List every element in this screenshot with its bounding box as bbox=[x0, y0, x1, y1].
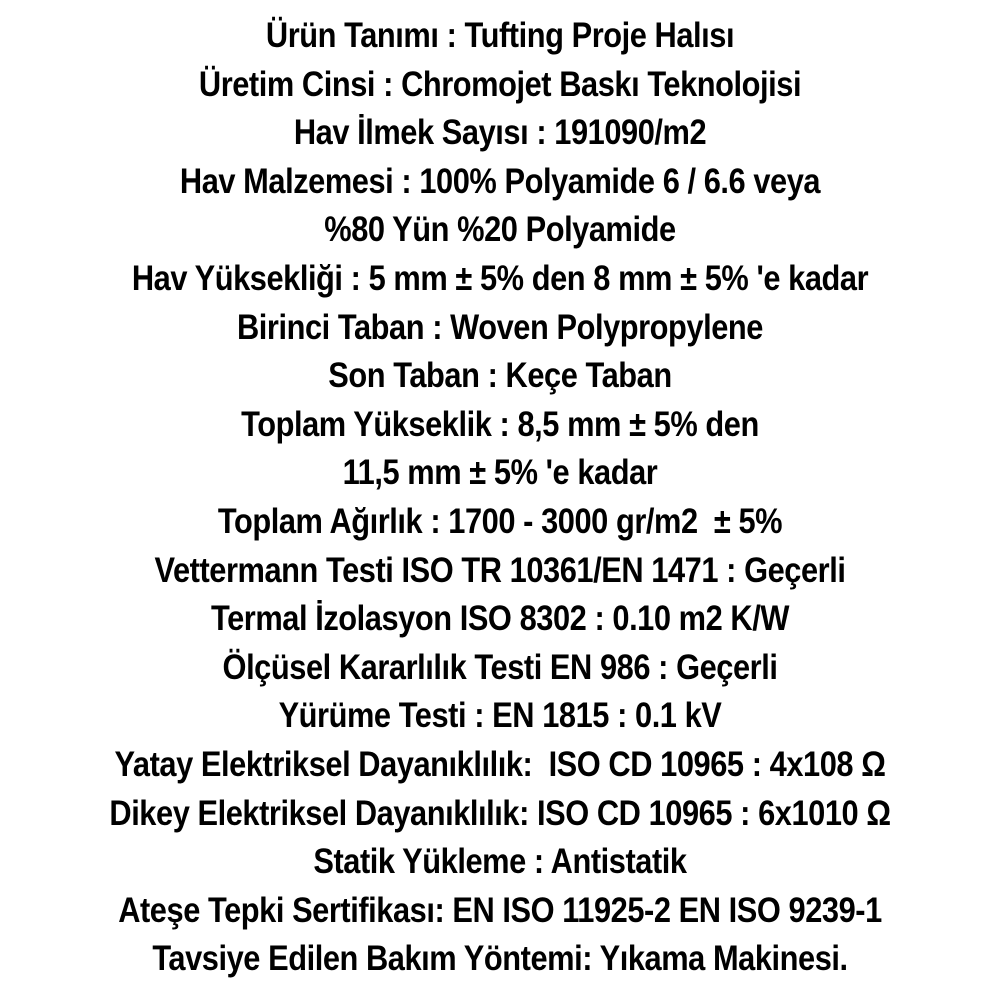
spec-line-final-backing: Son Taban : Keçe Taban bbox=[328, 356, 672, 396]
spec-line-pile-material: Hav Malzemesi : 100% Polyamide 6 / 6.6 veya bbox=[179, 161, 821, 201]
spec-line-vettermann-test: Vettermann Testi ISO TR 10361/EN 1471 : Geçerli bbox=[154, 550, 846, 590]
spec-line-thermal-insulation: Termal İzolasyon ISO 8302 : 0.10 m2 K/W bbox=[211, 599, 789, 639]
spec-line-horizontal-electrical: Yatay Elektriksel Dayanıklılık: ISO CD 10965 : 4x108 Ω bbox=[114, 744, 886, 784]
spec-line-pile-material-cont: %80 Yün %20 Polyamide bbox=[324, 210, 676, 250]
spec-line-static-loading: Statik Yükleme : Antistatik bbox=[313, 842, 687, 882]
spec-line-vertical-electrical: Dikey Elektriksel Dayanıklılık: ISO CD 10965 : 6x1010 Ω bbox=[109, 793, 891, 833]
product-spec-sheet bbox=[60, 0, 940, 984]
spec-line-primary-backing: Birinci Taban : Woven Polypropylene bbox=[237, 307, 763, 347]
spec-line-production-type: Üretim Cinsi : Chromojet Baskı Teknolojisi bbox=[198, 64, 802, 104]
spec-line-recommended-maintenance: Tavsiye Edilen Bakım Yöntemi: Yıkama Makinesi. bbox=[152, 939, 848, 979]
spec-line-product-name: Ürün Tanımı : Tufting Proje Halısı bbox=[265, 16, 735, 55]
spec-line-pile-loop-count: Hav İlmek Sayısı : 191090/m2 bbox=[293, 113, 707, 153]
spec-line-pile-height: Hav Yüksekliği : 5 mm ± 5% den 8 mm ± 5% 'e kadar bbox=[131, 258, 869, 298]
spec-line-walking-test: Yürüme Testi : EN 1815 : 0.1 kV bbox=[278, 696, 722, 736]
spec-line-total-weight: Toplam Ağırlık : 1700 - 3000 gr/m2 ± 5% bbox=[217, 501, 783, 541]
spec-line-fire-reaction-cert: Ateşe Tepki Sertifikası: EN ISO 11925-2 EN ISO 9239-1 bbox=[118, 890, 882, 930]
spec-line-dimensional-stability: Ölçüsel Kararlılık Testi EN 986 : Geçerli bbox=[222, 647, 778, 687]
spec-line-total-height: Toplam Yükseklik : 8,5 mm ± 5% den bbox=[241, 404, 759, 444]
spec-line-total-height-cont: 11,5 mm ± 5% 'e kadar bbox=[342, 453, 658, 493]
